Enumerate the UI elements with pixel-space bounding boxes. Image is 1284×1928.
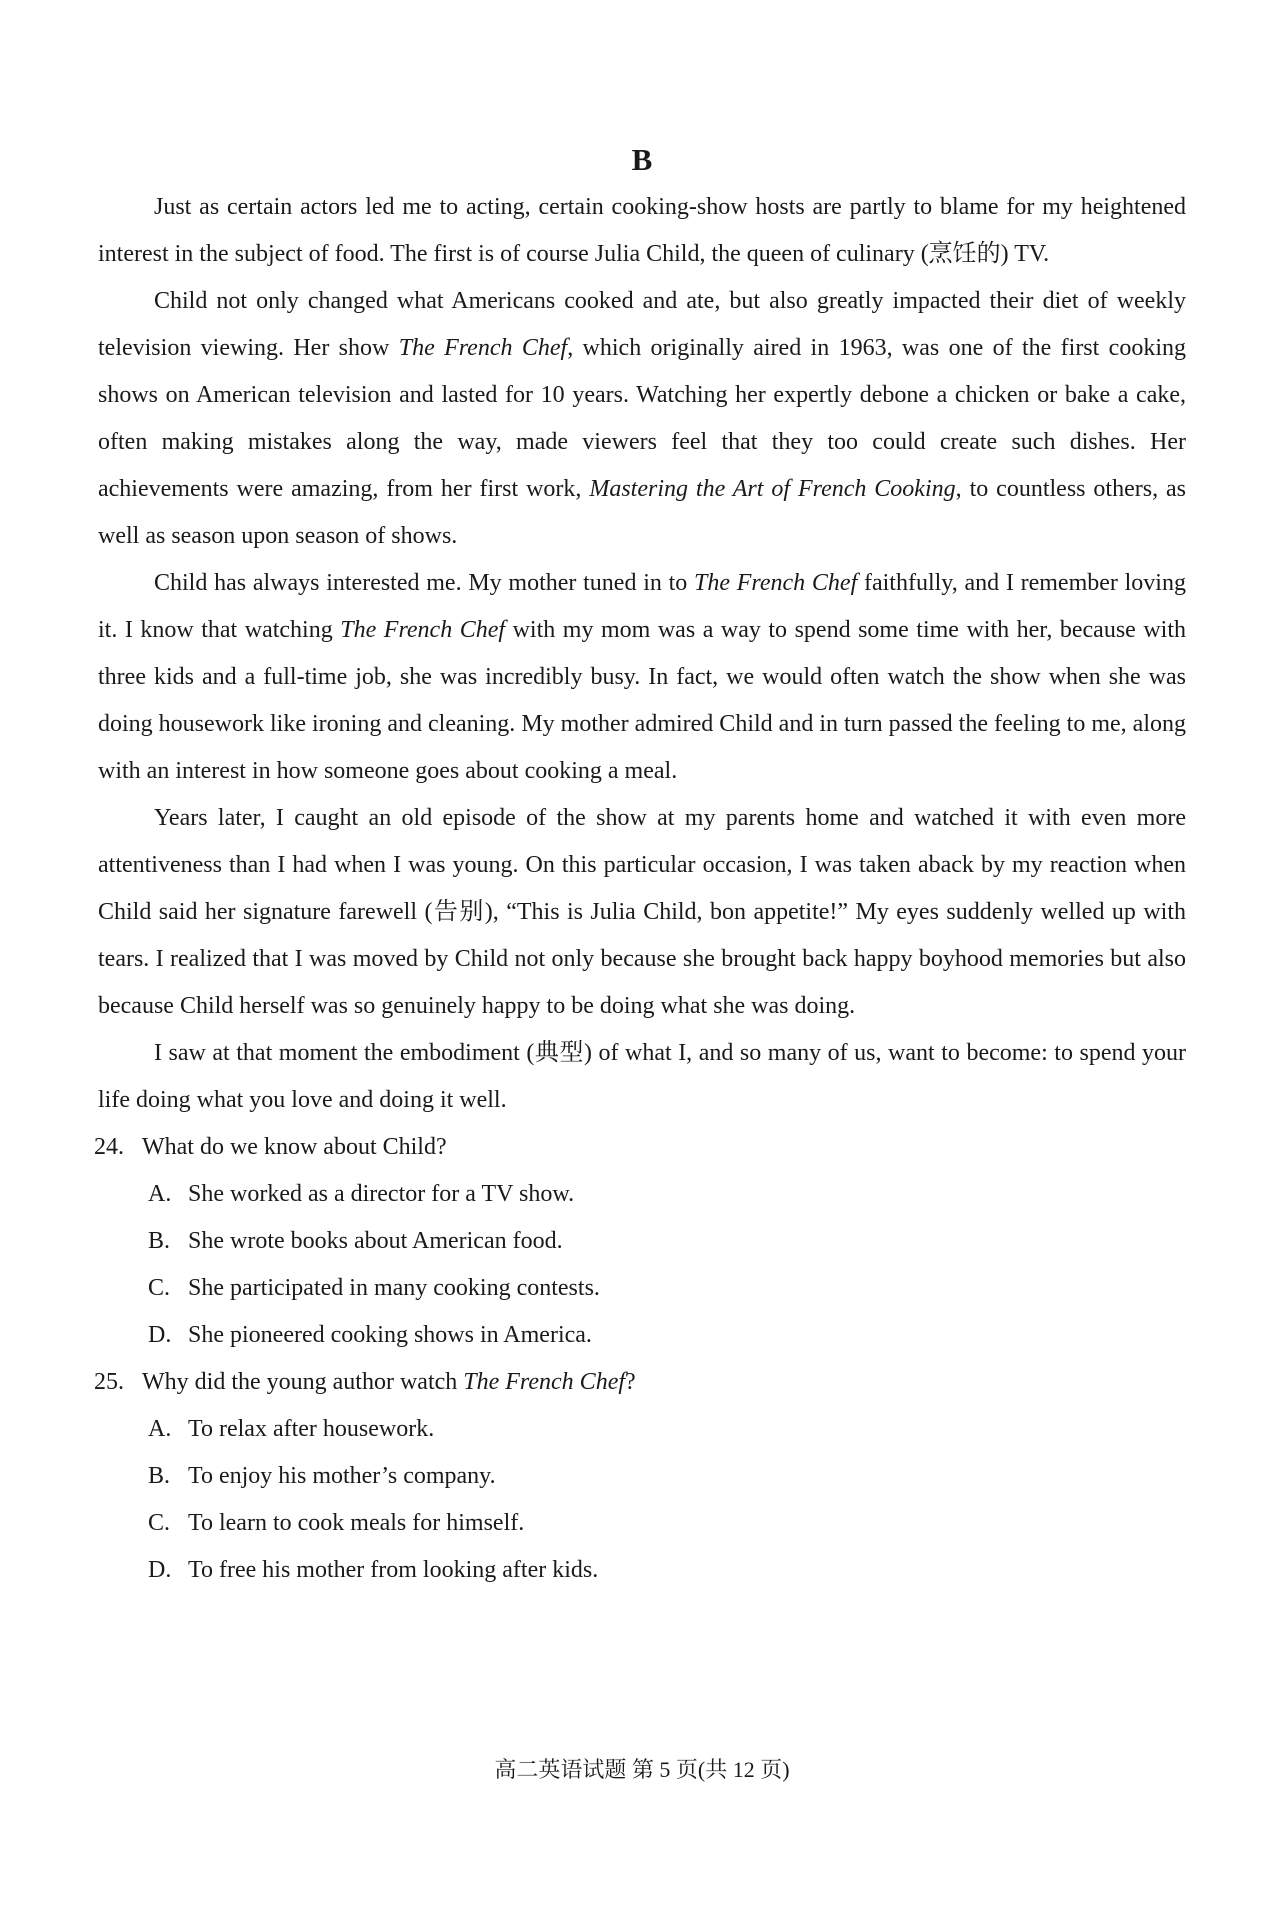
option-letter: B. xyxy=(148,1463,171,1489)
paragraph-2-text-e: , to countless others, as well as season upon season of shows. xyxy=(98,476,1187,549)
show-title-italic: The French Chef xyxy=(463,1369,626,1395)
reading-passage xyxy=(98,184,1186,1124)
section-title: B xyxy=(631,142,653,177)
paragraph-2-text-a: Child not only changed what Americans cooked and ate, but also greatly impacted their diet of weekly television viewing. Her show xyxy=(98,288,1186,361)
show-title-italic: The French Chef xyxy=(398,335,568,361)
option-c[interactable] xyxy=(98,1500,1186,1547)
option-a[interactable] xyxy=(98,1406,1186,1453)
option-text: She participated in many cooking contests. xyxy=(188,1275,600,1301)
question-24 xyxy=(94,1124,1186,1359)
option-d[interactable] xyxy=(98,1547,1186,1594)
show-title-italic: The French Chef xyxy=(340,617,506,643)
question-text: Why did the young author watch xyxy=(142,1369,464,1395)
paragraph-3-text-c: faithfully, and I remember loving it. I know that watching xyxy=(98,570,1186,643)
paragraph-3-text-e: with my mom was a way to spend some time with her, because with three kids and a full-time job, she was incredibly busy. In fact, we would often watch the show when she was doing housework like ironing and cleaning. My mother admired Child and in turn passed the feeling to me, along with an interest in how someone goes about cooking a meal. xyxy=(98,617,1187,784)
option-list xyxy=(98,1406,1186,1594)
paragraph-2-text-c: , which originally aired in 1963, was one of the first cooking shows on American television and lasted for 10 years. Watching her expertly debone a chicken or bake a cake, often making mistakes along the way, made viewers feel that they too could create such dishes. Her achievements were amazing, from her first work, xyxy=(98,335,1186,502)
paragraph-1 xyxy=(98,184,1186,278)
paragraph-3 xyxy=(98,560,1186,795)
question-list xyxy=(94,1124,1186,1594)
paragraph-3-text-a: Child has always interested me. My mother tuned in to xyxy=(154,570,695,596)
option-text: She pioneered cooking shows in America. xyxy=(188,1322,592,1348)
option-letter: D. xyxy=(148,1557,172,1583)
question-25 xyxy=(94,1359,1186,1594)
option-text: To learn to cook meals for himself. xyxy=(188,1510,525,1536)
option-c[interactable] xyxy=(98,1265,1186,1312)
paragraph-1-text: Just as certain actors led me to acting, certain cooking-show hosts are partly to blame for my heightened interest in the subject of food. The first is of course Julia Child, the queen of culinary (烹饪的) TV. xyxy=(98,194,1186,267)
paragraph-4-text: Years later, I caught an old episode of the show at my parents home and watched it with even more attentiveness than I had when I was young. On this particular occasion, I was taken aback by my reaction when Child said her signature farewell (告别), “This is Julia Child, bon appetite!” My eyes suddenly welled up with tears. I realized that I was moved by Child not only because she brought back happy boyhood memories but also because Child herself was so genuinely happy to be doing what she was doing. xyxy=(98,805,1186,1019)
option-letter: C. xyxy=(148,1510,171,1536)
option-a[interactable] xyxy=(98,1171,1186,1218)
option-letter: A. xyxy=(148,1416,172,1442)
paragraph-2 xyxy=(98,278,1186,560)
question-stem xyxy=(94,1124,1186,1171)
option-text: She worked as a director for a TV show. xyxy=(188,1181,575,1207)
option-text: To relax after housework. xyxy=(188,1416,435,1442)
option-text: To enjoy his mother’s company. xyxy=(188,1463,496,1489)
question-stem xyxy=(94,1359,1186,1406)
option-b[interactable] xyxy=(98,1453,1186,1500)
show-title-italic: The French Chef xyxy=(694,570,858,596)
question-number: 24. xyxy=(94,1134,124,1160)
question-text-end: ? xyxy=(625,1369,636,1395)
option-letter: B. xyxy=(148,1228,171,1254)
book-title-italic: Mastering the Art of French Cooking xyxy=(589,476,956,502)
paragraph-4 xyxy=(98,795,1186,1030)
option-text: To free his mother from looking after kids. xyxy=(188,1557,599,1583)
paragraph-5 xyxy=(98,1030,1186,1124)
option-letter: A. xyxy=(148,1181,172,1207)
option-d[interactable] xyxy=(98,1312,1186,1359)
paragraph-5-text: I saw at that moment the embodiment (典型) of what I, and so many of us, want to become: to spend your life doing what you love and doing it well. xyxy=(98,1040,1186,1113)
page-footer: 高二英语试题 第 5 页(共 12 页) xyxy=(494,1757,790,1782)
option-letter: D. xyxy=(148,1322,172,1348)
question-text: What do we know about Child? xyxy=(142,1134,447,1160)
option-letter: C. xyxy=(148,1275,171,1301)
question-number: 25. xyxy=(94,1369,124,1395)
option-text: She wrote books about American food. xyxy=(188,1228,563,1254)
option-b[interactable] xyxy=(98,1218,1186,1265)
option-list xyxy=(98,1171,1186,1359)
